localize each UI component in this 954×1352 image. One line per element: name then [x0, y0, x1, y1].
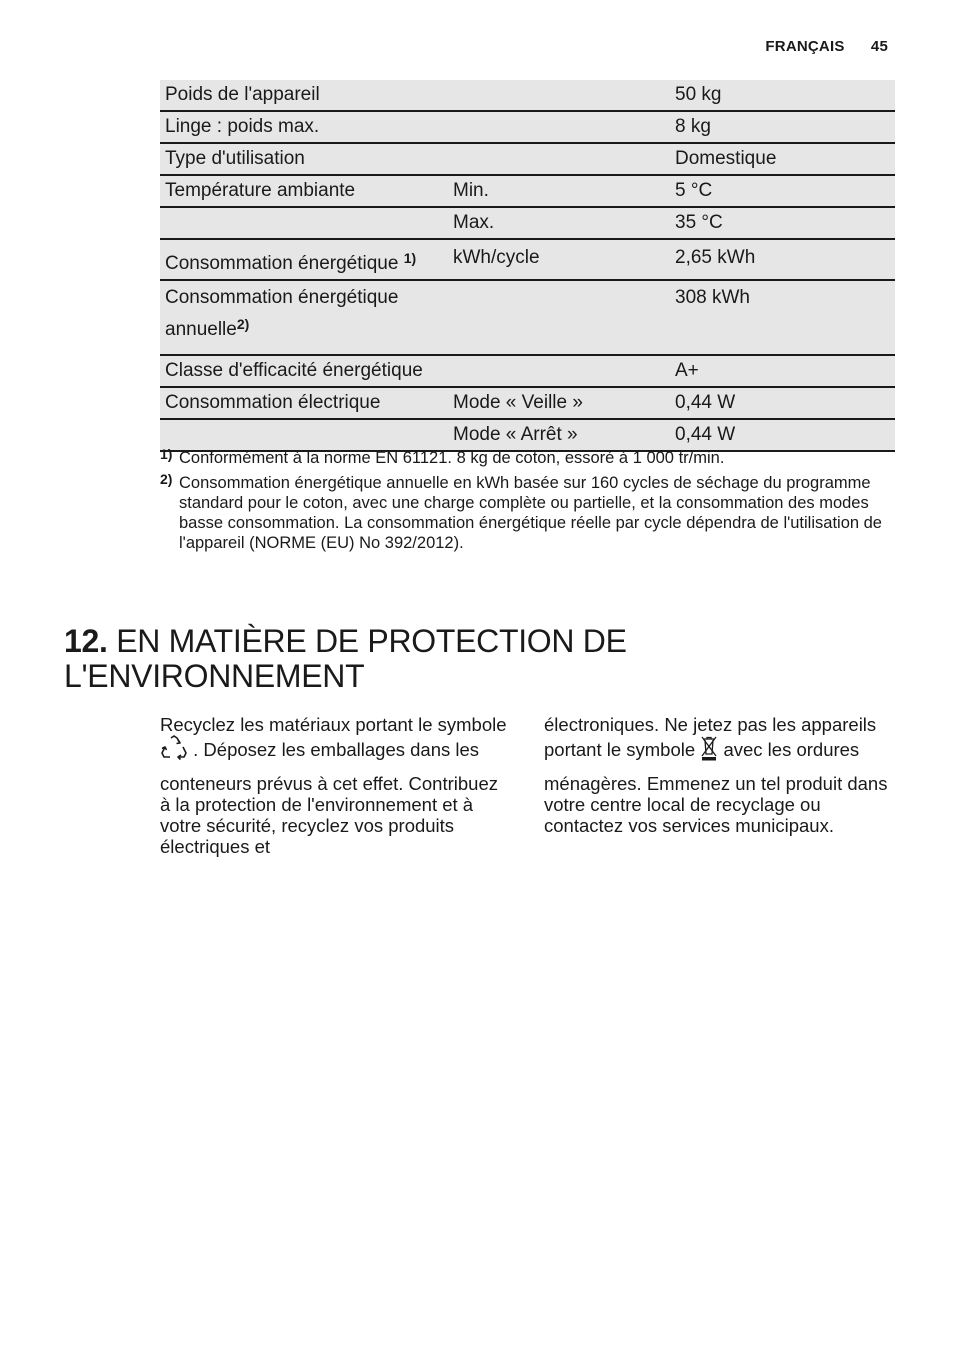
spec-label: Température ambiante [160, 175, 448, 207]
body-paragraph [544, 714, 904, 836]
footnote-text: Conformément à la norme EN 61121. 8 kg de coton, essoré à 1 000 tr/min. [179, 449, 725, 467]
spec-value: 50 kg [670, 80, 895, 111]
spec-value: 0,44 W [670, 387, 895, 419]
spec-value: Domestique [670, 143, 895, 175]
footnote-ref: 1) [403, 250, 417, 266]
spec-sub: Min. [448, 175, 670, 207]
spec-sub: kWh/cycle [448, 239, 670, 280]
spec-value: 35 °C [670, 207, 895, 239]
spec-label [160, 207, 448, 239]
footnotes [160, 448, 895, 558]
page-number: 45 [870, 38, 888, 55]
table-row [160, 239, 895, 280]
table-row [160, 143, 895, 175]
spec-value: 308 kWh [670, 280, 895, 355]
body-text: électroniques. Ne jetez pas les appareils portant le symbole [544, 714, 877, 760]
table-row [160, 355, 895, 387]
spec-value: 0,44 W [670, 419, 895, 451]
page-header [765, 38, 888, 55]
footnote-text: Consommation énergétique annuelle en kWh basée sur 160 cycles de séchage du programme standard pour le coton, avec une charge complète ou partielle, et la consommation des modes basse consommation. La consommation énergétique réelle par cycle dépendra de l'utilisation de l'appareil (NORME (EU) No 392/2012). [179, 474, 882, 552]
footnote-ref: 2) [236, 316, 250, 332]
spec-sub [448, 355, 670, 387]
recycle-icon [160, 735, 188, 765]
specs-table [160, 80, 895, 452]
footnote-mark: 2) [160, 471, 173, 487]
section-title: EN MATIÈRE DE PROTECTION DE L'ENVIRONNEMENT [64, 623, 627, 694]
spec-label: Consommation électrique [160, 387, 448, 419]
spec-label: Type d'utilisation [160, 143, 448, 175]
spec-label: Consommation énergétique [165, 253, 399, 274]
body-paragraph [160, 714, 512, 857]
spec-label: Poids de l'appareil [160, 80, 448, 111]
spec-value: 2,65 kWh [670, 239, 895, 280]
spec-sub: Mode « Arrêt » [448, 419, 670, 451]
spec-sub [448, 80, 670, 111]
table-row [160, 419, 895, 451]
section-number: 12. [64, 623, 108, 659]
footnote [160, 448, 895, 468]
body-text: avec les ordures [723, 739, 860, 760]
body-column-left [160, 714, 512, 857]
body-column-right [544, 714, 904, 836]
spec-value: 8 kg [670, 111, 895, 143]
crossed-bin-icon [700, 735, 718, 765]
body-text: conteneurs prévus à cet effet. Contribuez à la protection de l'environnement et à votre sécurité, recyclez vos produits électriques et [160, 773, 498, 857]
spec-label-cell [160, 239, 448, 280]
spec-value: 5 °C [670, 175, 895, 207]
footnote-mark: 1) [160, 446, 173, 462]
table-row [160, 387, 895, 419]
spec-value: A+ [670, 355, 895, 387]
table-row [160, 280, 895, 355]
table-row [160, 80, 895, 111]
spec-sub [448, 111, 670, 143]
section-heading [64, 624, 764, 694]
spec-label: Classe d'efficacité énergétique [160, 355, 448, 387]
spec-sub [448, 280, 670, 355]
spec-label: Linge : poids max. [160, 111, 448, 143]
spec-sub: Max. [448, 207, 670, 239]
spec-sub [448, 143, 670, 175]
body-text: ménagères. Emmenez un tel produit dans votre centre local de recyclage ou contactez vos services municipaux. [544, 773, 888, 836]
table-row [160, 175, 895, 207]
spec-sub: Mode « Veille » [448, 387, 670, 419]
spec-label: Consommation énergétique [165, 287, 399, 308]
spec-label [160, 419, 448, 451]
footnote [160, 473, 895, 553]
table-row [160, 111, 895, 143]
header-language: FRANÇAIS [765, 38, 845, 55]
body-text: . Déposez les emballages dans les [193, 739, 480, 760]
spec-label-cell [160, 280, 448, 355]
body-text: Recyclez les matériaux portant le symbole [160, 714, 507, 735]
spec-label-cont: annuelle [165, 319, 237, 340]
table-row [160, 207, 895, 239]
